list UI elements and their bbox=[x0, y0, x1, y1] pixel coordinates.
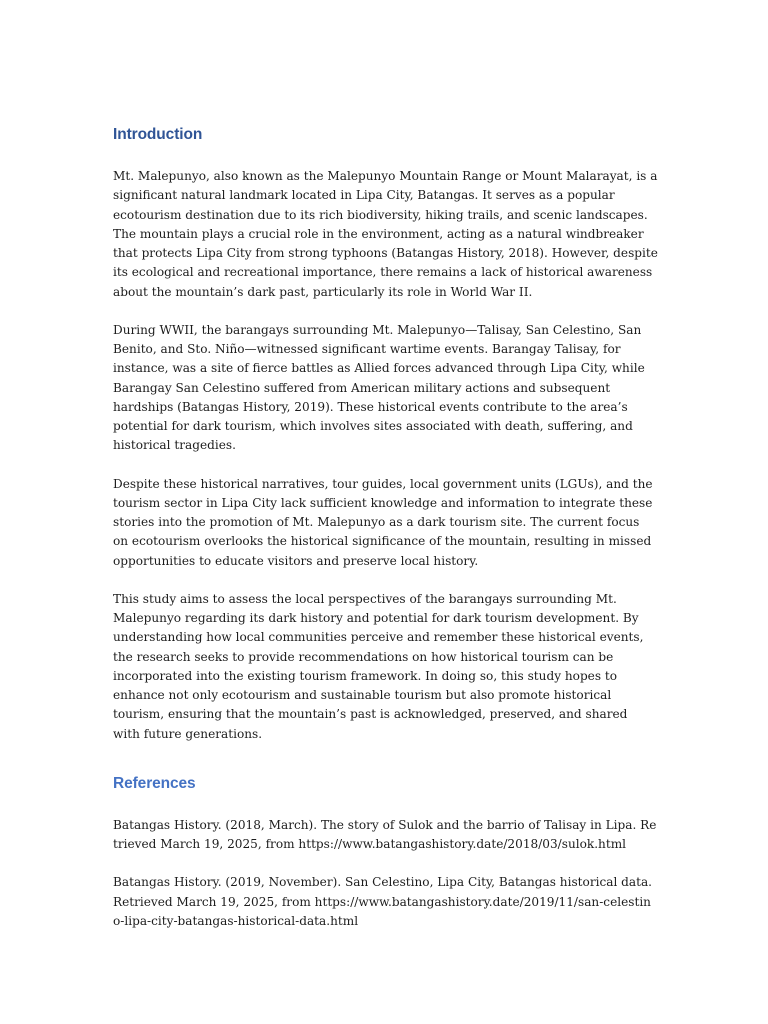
introduction-paragraph-2: During WWII, the barangays surrounding Mt. Malepunyo—Talisay, San Celestino, San Benito, and Sto. Niño—witnessed significant wartime events. Barangay Talisay, for instance, was a site of fierce battles as Allied forces advanced through Lipa City, while Barangay San Celestino suffered from American military actions and subsequent hardships (Batangas History, 2019). These historical events contribute to the area’s potential for dark tourism, which involves sites associated with death, suffering, and historical tragedies. bbox=[113, 322, 645, 453]
reference-entry-1: Batangas History. (2018, March). The story of Sulok and the barrio of Talisay in Lipa. Retrieved March 19, 2025, from https://www.batangashistory.date/2018/03/sulok.html bbox=[113, 817, 657, 851]
document-body bbox=[113, 124, 658, 931]
introduction-section bbox=[113, 167, 658, 744]
references-list bbox=[113, 816, 658, 931]
introduction-paragraph-1: Mt. Malepunyo, also known as the Malepunyo Mountain Range or Mount Malarayat, is a significant natural landmark located in Lipa City, Batangas. It serves as a popular ecotourism destination due to its rich biodiversity, hiking trails, and scenic landscapes. The mountain plays a crucial role in the environment, acting as a natural windbreaker that protects Lipa City from strong typhoons (Batangas History, 2018). However, despite its ecological and recreational importance, there remains a lack of historical awareness about the mountain’s dark past, particularly its role in World War II. bbox=[113, 169, 658, 299]
reference-entry-2: Batangas History. (2019, November). San Celestino, Lipa City, Batangas historical data. Retrieved March 19, 2025, from https://www.batangashistory.date/2019/11/san-celestino-lipa-city-batangas-historical-data.html bbox=[113, 875, 653, 928]
introduction-paragraph-4: This study aims to assess the local perspectives of the barangays surrounding Mt. Malepunyo regarding its dark history and potential for dark tourism development. By understanding how local communities perceive and remember these historical events, the research seeks to provide recommendations on how historical tourism can be incorporated into the existing tourism framework. In doing so, this study hopes to enhance not only ecotourism and sustainable tourism but also promote historical tourism, ensuring that the mountain’s past is acknowledged, preserved, and shared with future generations. bbox=[113, 591, 644, 741]
introduction-paragraph-3: Despite these historical narratives, tour guides, local government units (LGUs), and the tourism sector in Lipa City lack sufficient knowledge and information to integrate these stories into the promotion of Mt. Malepunyo as a dark tourism site. The current focus on ecotourism overlooks the historical significance of the mountain, resulting in missed opportunities to educate visitors and preserve local history. bbox=[113, 476, 653, 568]
introduction-heading: Introduction bbox=[113, 126, 203, 143]
references-heading: References bbox=[113, 774, 196, 792]
